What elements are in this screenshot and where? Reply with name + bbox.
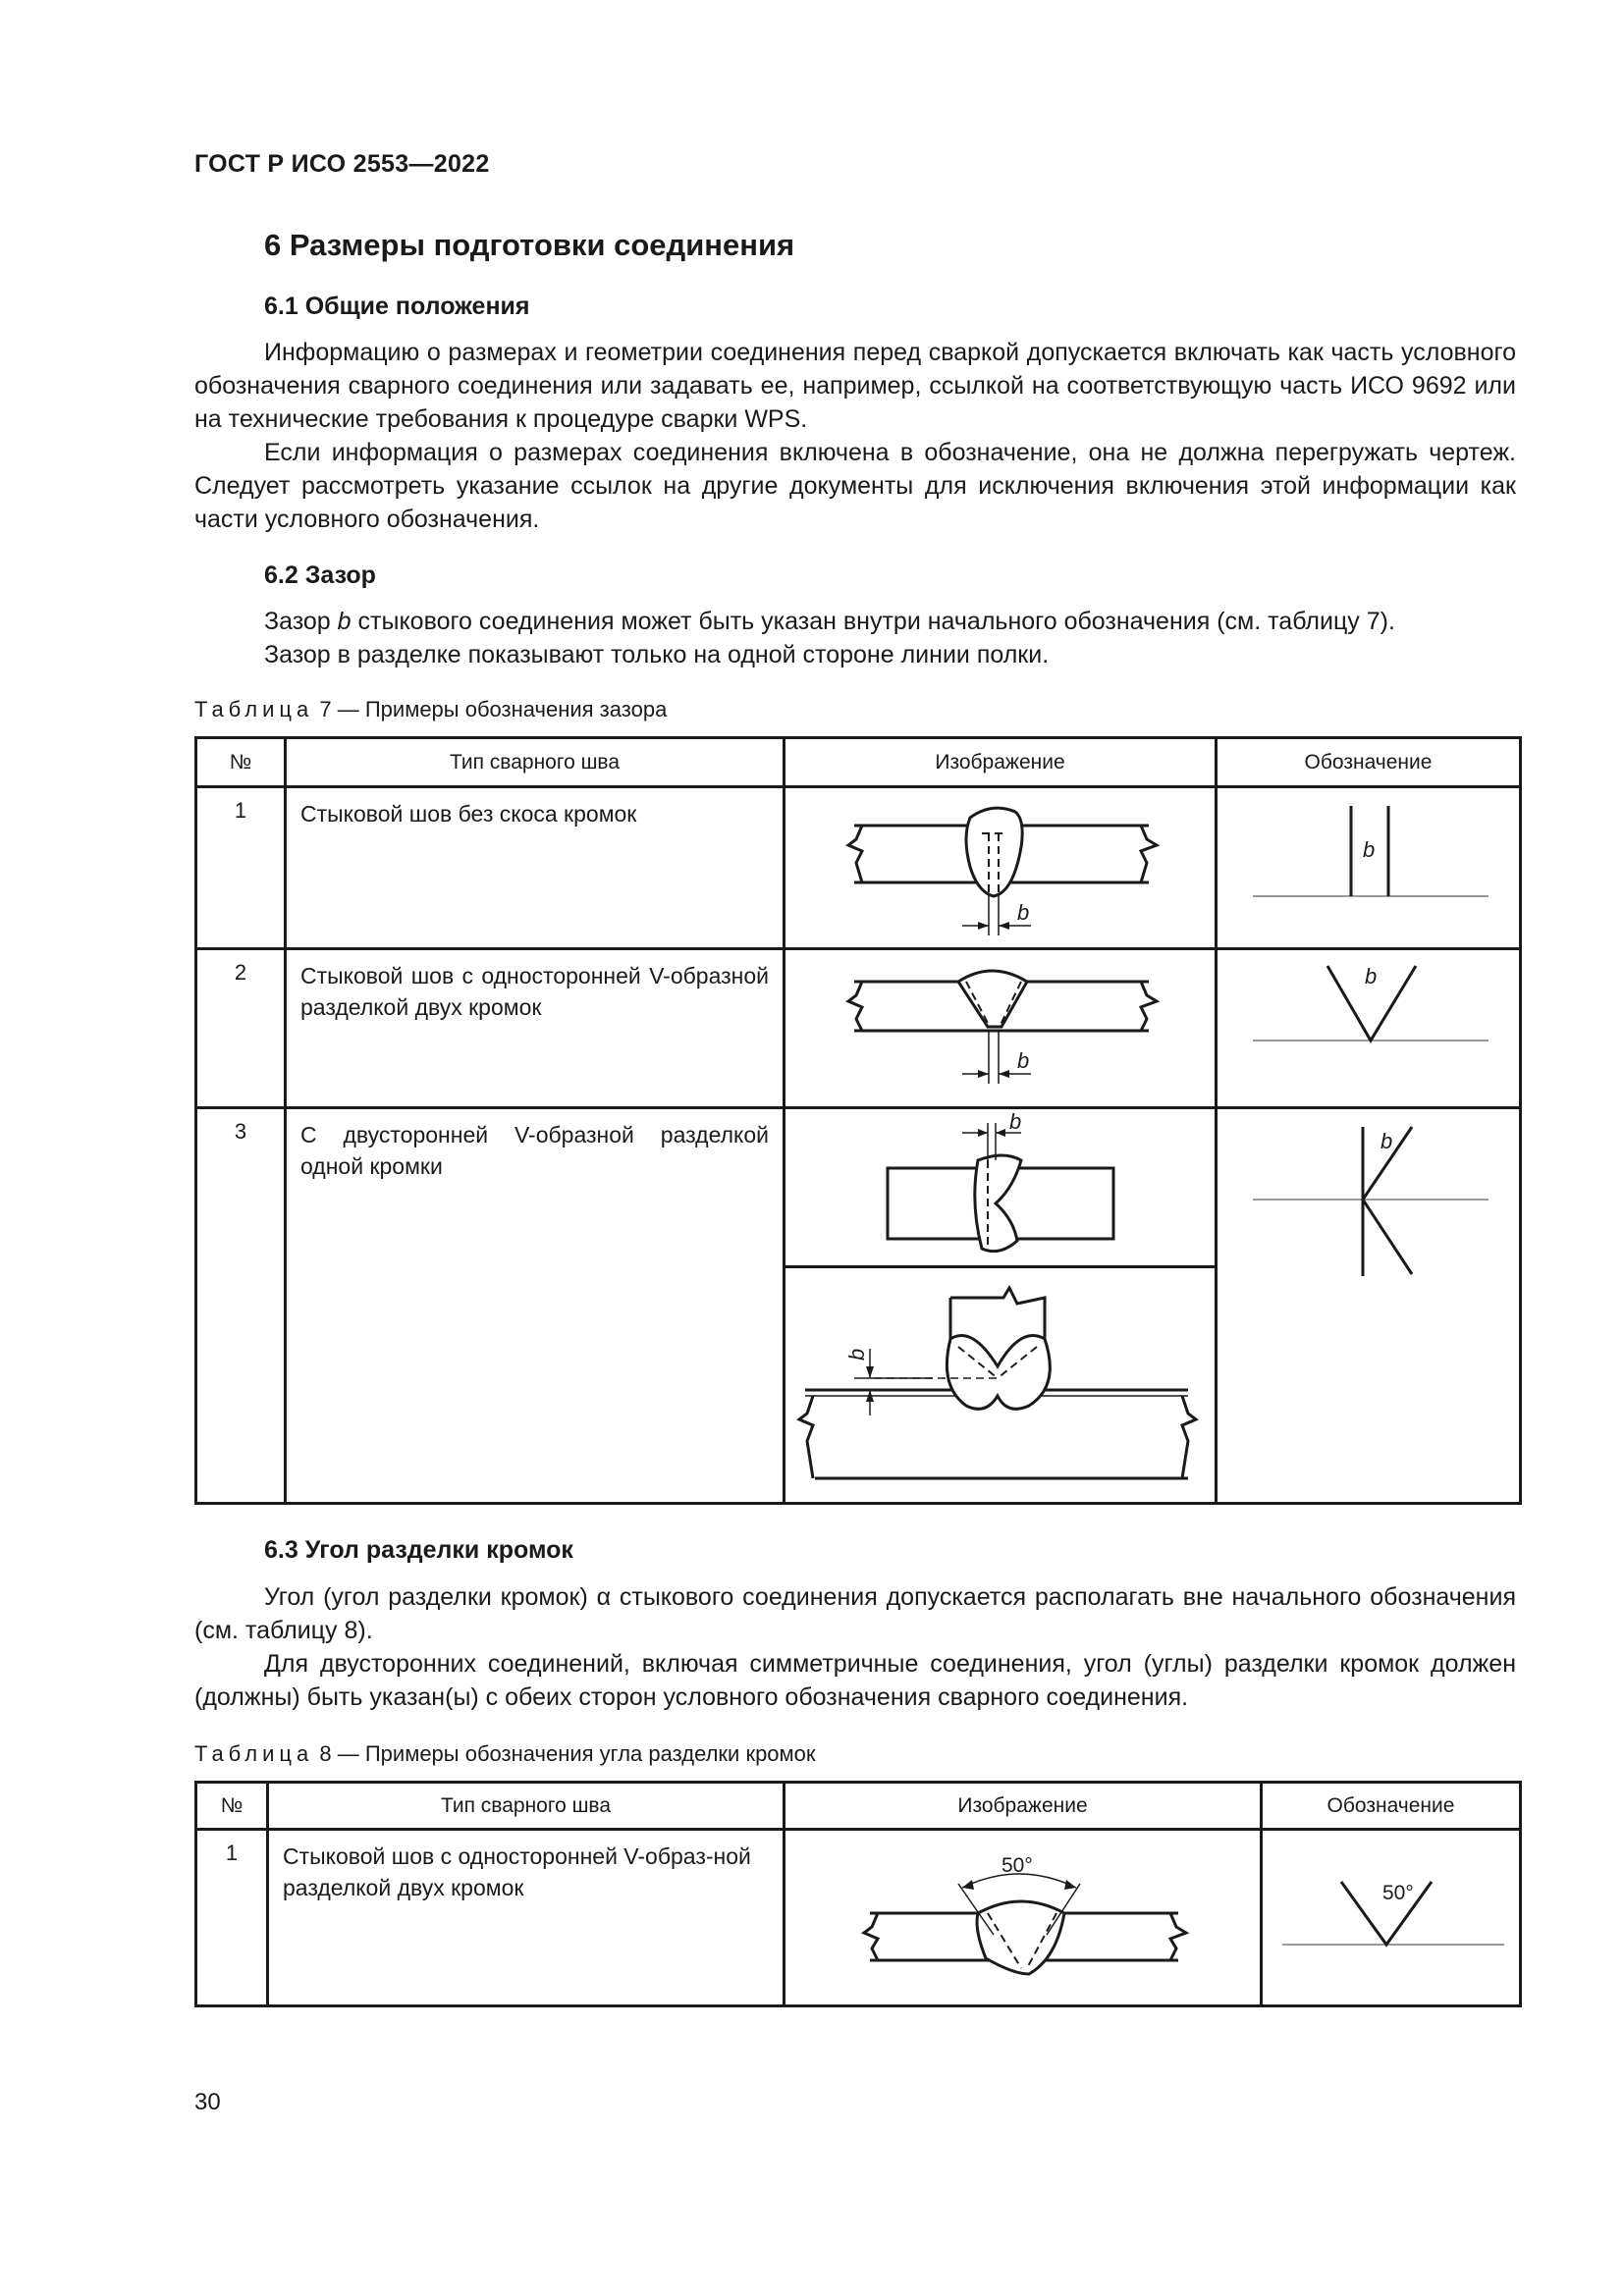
weld-symbol [1262, 1830, 1521, 2006]
row-number: 2 [196, 949, 286, 1108]
section-6-3-title: 6.3 Угол разделки кромок [264, 1536, 573, 1564]
table-row [196, 787, 1521, 949]
weld-image [785, 1267, 1217, 1504]
paragraph-6-1-a: Информацию о размерах и геометрии соединения перед сваркой допускается включать как часть условного обозначения сварного соединения или задавать ее, например, ссылкой на соответствующую часть ИСО 9692 или на технические требования к процедуре сварки WPS. [194, 339, 1516, 433]
square-butt-weld-drawing [785, 788, 1212, 944]
square-butt-symbol [1218, 788, 1516, 944]
weld-symbol [1217, 949, 1521, 1108]
table-row [196, 1830, 1521, 2006]
single-v-butt-weld-drawing [785, 950, 1212, 1103]
table-7-caption: Таблица 7 — Примеры обозначения зазора [194, 697, 668, 721]
weld-symbol [1217, 787, 1521, 949]
weld-type: Стыковой шов без скоса кромок [286, 787, 785, 949]
header-image: Изображение [785, 738, 1217, 787]
section-6-1-title: 6.1 Общие положения [264, 293, 530, 320]
header-num: № [196, 738, 286, 787]
header-type: Тип сварного шва [268, 1783, 785, 1830]
single-v-symbol [1218, 950, 1516, 1103]
angle-label: 50° [1001, 1854, 1033, 1877]
weld-image [785, 787, 1217, 949]
section-6-title: 6 Размеры подготовки соединения [264, 228, 795, 262]
paragraph-6-1-b: Если информация о размерах соединения включена в обозначение, она не должна перегружать чертеж. Следует рассмотреть указание ссылок на другие документы для исключения включения этой информации как части условного обозначения. [194, 439, 1516, 533]
page-number: 30 [194, 2089, 221, 2115]
table-row [196, 1108, 1521, 1267]
document-header: ГОСТ Р ИСО 2553—2022 [194, 150, 490, 178]
double-v-single-edge-drawing-bottom [785, 1268, 1212, 1498]
gap-symbol-label: b [1380, 1129, 1393, 1153]
paragraph-6-3-a: Угол (угол разделки кромок) α стыкового соединения допускается располагать вне начального обозначения (см. таблицу 8). [194, 1583, 1516, 1644]
gap-symbol-label: b [1363, 837, 1376, 862]
gap-label: b [1017, 1048, 1030, 1073]
double-v-symbol [1218, 1109, 1516, 1502]
header-type: Тип сварного шва [286, 738, 785, 787]
header-image: Изображение [785, 1783, 1262, 1830]
table-8-header-row [196, 1783, 1521, 1830]
paragraph-6-3-b: Для двусторонних соединений, включая симметричные соединения, угол (углы) разделки кромок должен (должны) быть указан(ы) с обеих сторон условного обозначения сварного соединения. [194, 1650, 1516, 1711]
angle-symbol-label: 50° [1382, 1882, 1414, 1904]
weld-symbol [1217, 1108, 1521, 1504]
row-number: 1 [196, 787, 286, 949]
header-designation: Обозначение [1217, 738, 1521, 787]
paragraph-6-2-b: Зазор в разделке показывают только на одной стороне линии полки. [264, 641, 1050, 668]
angle-symbol [1263, 1831, 1516, 2002]
header-designation: Обозначение [1262, 1783, 1521, 1830]
weld-type: С двусторонней V-образной разделкой одной кромки [286, 1108, 785, 1504]
gap-label: b [1017, 900, 1030, 925]
table-8 [194, 1781, 1522, 2007]
section-6-2-title: 6.2 Зазор [264, 561, 376, 589]
weld-type: Стыковой шов с односторонней V-образной разделкой двух кромок [286, 949, 785, 1108]
angle-weld-drawing [785, 1831, 1257, 2002]
paragraph-6-2-a: Зазор b стыкового соединения может быть указан внутри начального обозначения (см. таблицу 7). [264, 608, 1395, 635]
weld-type: Стыковой шов с односторонней V-образ-ной разделкой двух кромок [268, 1830, 785, 2006]
table-row [196, 949, 1521, 1108]
gap-label: b [844, 1349, 869, 1362]
weld-image [785, 949, 1217, 1108]
weld-image [785, 1830, 1262, 2006]
gap-label: b [1009, 1109, 1022, 1134]
table-7 [194, 736, 1522, 1505]
table-7-header-row [196, 738, 1521, 787]
gap-symbol-label: b [1365, 964, 1378, 988]
table-8-caption: Таблица 8 — Примеры обозначения угла разделки кромок [194, 1741, 816, 1766]
row-number: 3 [196, 1108, 286, 1504]
row-number: 1 [196, 1830, 268, 2006]
double-v-single-edge-drawing-top [785, 1109, 1212, 1262]
weld-image [785, 1108, 1217, 1267]
header-num: № [196, 1783, 268, 1830]
